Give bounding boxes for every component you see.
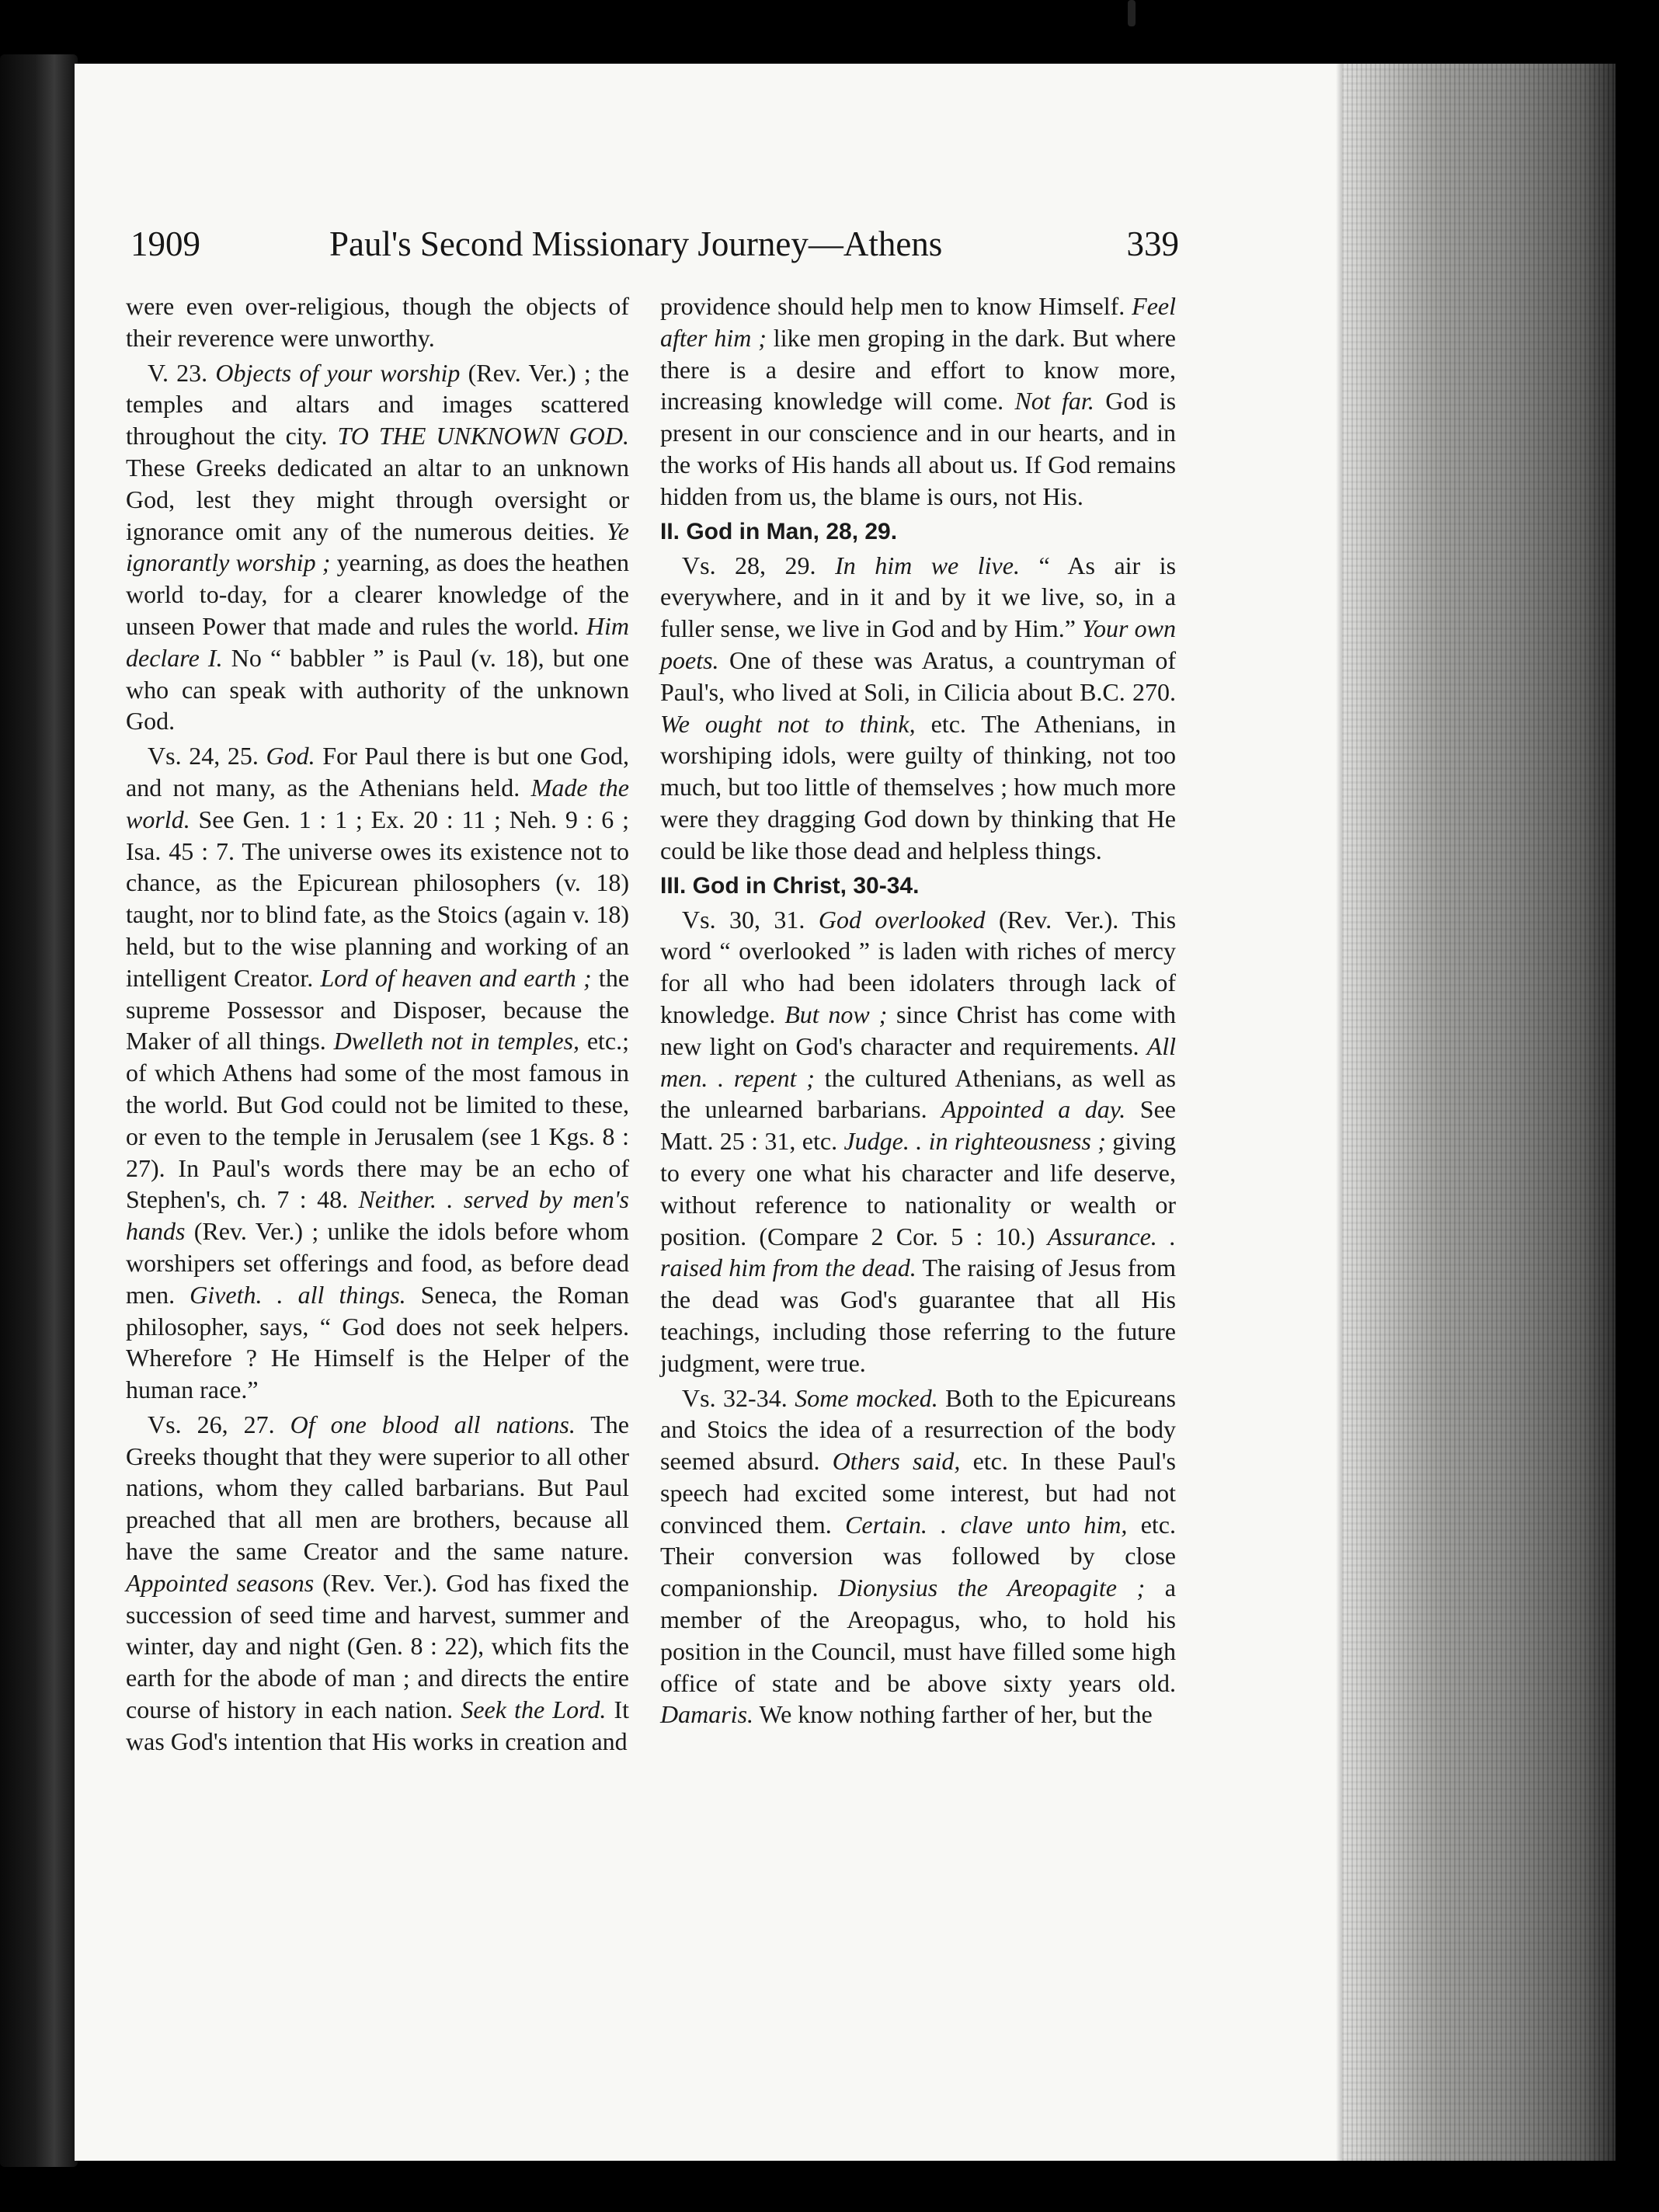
- header-title: Paul's Second Missionary Journey—Athens: [329, 224, 943, 263]
- paragraph: Vs. 28, 29. In him we live. “ As air is everywhere, and in it and by it we live, so, in a fuller sense, we live in God and by Him.” Your own poets. One of these was Aratus, a countryman of Paul's, who lived at Soli, in Cilicia about B.C. 270. We ought not to think, etc. The Athenians, in worshiping idols, were guilty of thinking, not too much, but too little of themselves ; how much more were they dragging God down by thinking that He could be like those dead and helpless things.: [660, 551, 1177, 864]
- paragraph: Vs. 32-34. Some mocked. Both to the Epicureans and Stoics the idea of a resurrection of the body seemed absurd. Others said, etc. In these Paul's speech had excited some interest, but had not convinced them. Certain. . clave unto him, etc. Their conversion was followed by close companionship. Dionysius the Areopagite ; a member of the Areopagus, who, to hold his position in the Council, must have filled some high office of state and be above sixty years old. Damaris. We know nothing farther of her, but the: [660, 1383, 1177, 1729]
- book-spine: [0, 54, 78, 2167]
- running-header: [130, 224, 1179, 267]
- left-column: [126, 290, 629, 1761]
- section-heading: III. God in Christ, 30-34.: [660, 872, 920, 899]
- paragraph: providence should help men to know Himself. Feel after him ; like men groping in the dark. But where there is a desire and effort to know more, increasing knowledge will come. Not far. God is present in our conscience and in our hearts, and in the works of His hands all about us. If God remains hidden from us, the blame is ours, not His.: [660, 292, 1177, 510]
- paragraph: Vs. 30, 31. God overlooked (Rev. Ver.). This word “ overlooked ” is laden with riches of mercy for all who had been idolaters through lack of knowledge. But now ; since Christ has come with new light on God's character and requirements. All men. . repent ; the cultured Athenians, as well as the unlearned barbarians. Appointed a day. See Matt. 25 : 31, etc. Judge. . in righteousness ; giving to every one what his character and life deserve, without reference to nationality or wealth or position. (Compare 2 Cor. 5 : 10.) Assurance. . raised him from the dead. The raising of Jesus from the dead was God's guarantee that all His teachings, including those referring to the future judgment, were true.: [660, 905, 1177, 1377]
- header-year: 1909: [130, 224, 200, 263]
- right-column: [660, 290, 1176, 1734]
- top-scan-mark: [1128, 0, 1136, 26]
- paragraph: were even over-religious, though the objects of their reverence were unworthy.: [126, 292, 629, 352]
- paragraph: Vs. 26, 27. Of one blood all nations. The Greeks thought that they were superior to all other nations, whom they called barbarians. But Paul preached that all men are brothers, because all have the same Creator and the same nature. Appointed seasons (Rev. Ver.). God has fixed the succession of seed time and harvest, summer and winter, day and night (Gen. 8 : 22), which fits the earth for the abode of man ; and directs the entire course of history in each nation. Seek the Lord. It was God's intention that His works in creation and: [126, 1410, 630, 1755]
- paragraph: Vs. 24, 25. God. For Paul there is but one God, and not many, as the Athenians held. Made the world. See Gen. 1 : 1 ; Ex. 20 : 11 ; Neh. 9 : 6 ; Isa. 45 : 7. The universe owes its existence not to chance, as the Epicurean philosophers (v. 18) taught, nor to blind fate, as the Stoics (again v. 18) held, but to the wise planning and working of an intelligent Creator. Lord of heaven and earth ; the supreme Possessor and Disposer, because the Maker of all things. Dwelleth not in temples, etc.; of which Athens had some of the most famous in the world. But God could not be limited to these, or even to the temple in Jerusalem (see 1 Kgs. 8 : 27). In Paul's words there may be an echo of Stephen's, ch. 7 : 48. Neither. . served by men's hands (Rev. Ver.) ; unlike the idols before whom worshipers set offerings and food, as before dead men. Giveth. . all things. Seneca, the Roman philosopher, says, “ God does not seek helpers. Wherefore ? He Himself is the Helper of the human race.”: [126, 742, 630, 1404]
- page-stack-edge: [1342, 64, 1616, 2161]
- page-number: 339: [1126, 224, 1179, 263]
- paragraph: V. 23. Objects of your worship (Rev. Ver.) ; the temples and altars and images scattered throughout the city. TO THE UNKNOWN GOD. These Greeks dedicated an altar to an unknown God, lest they might through oversight or ignorance omit any of the numerous deities. Ye ignorantly worship ; yearning, as does the heathen world to-day, for a clearer knowledge of the unseen Power that made and rules the world. Him declare I. No “ babbler ” is Paul (v. 18), but one who can speak with authority of the unknown God.: [126, 358, 630, 736]
- section-heading: II. God in Man, 28, 29.: [660, 518, 898, 544]
